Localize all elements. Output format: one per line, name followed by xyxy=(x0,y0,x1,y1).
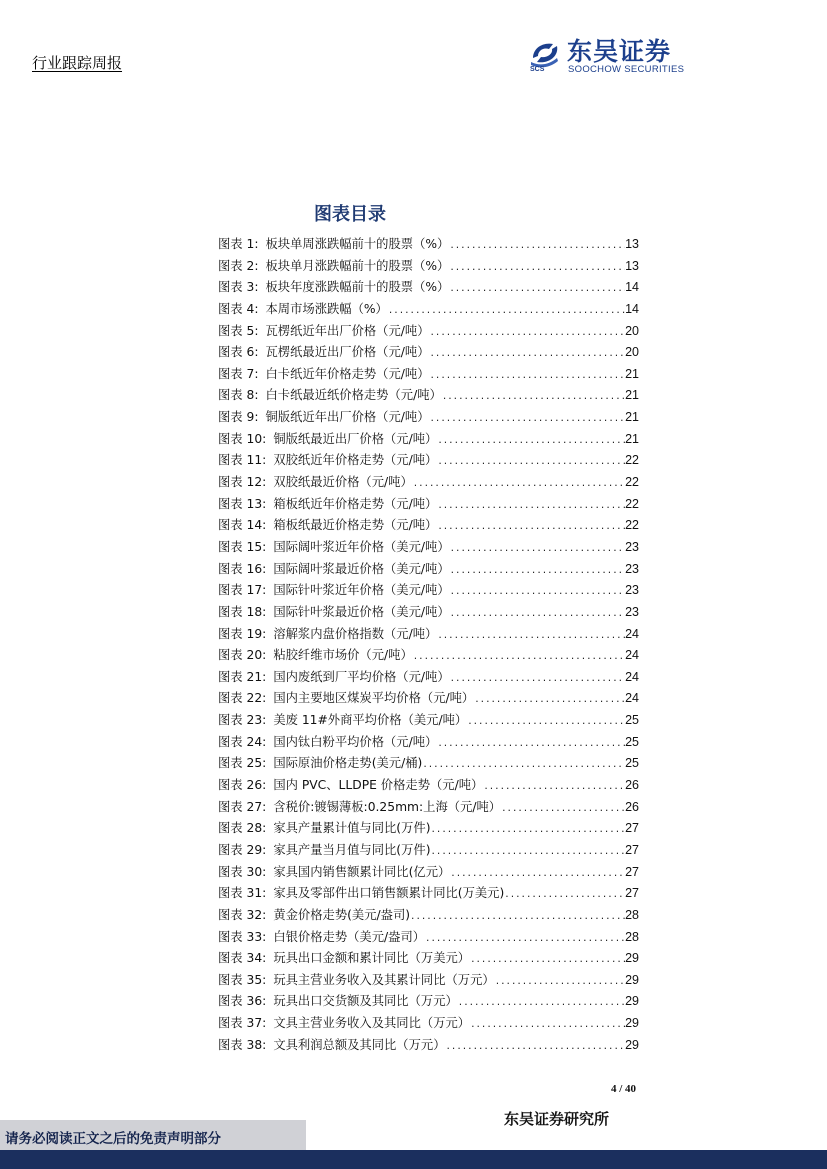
toc-entry-number: 12: xyxy=(246,475,267,490)
toc-entry-label xyxy=(218,797,501,819)
toc-entry-number: 10: xyxy=(246,431,267,446)
toc-entry-page: 20 xyxy=(625,323,639,338)
toc-entry-page: 21 xyxy=(625,366,639,381)
toc-entry-number: 2: xyxy=(246,258,259,273)
toc-entry-label xyxy=(218,818,431,840)
toc-entry-title: 粘胶纤维市场价（元/吨） xyxy=(273,648,413,663)
toc-entry-page: 27 xyxy=(625,864,639,879)
toc-entry-label xyxy=(218,905,410,927)
toc-title: 图表目录 xyxy=(314,204,386,225)
toc-entry[interactable] xyxy=(218,602,639,624)
toc-entry-title: 板块单月涨跌幅前十的股票（%） xyxy=(265,258,450,273)
toc-entry-prefix: 图表 xyxy=(218,561,243,576)
toc-entry[interactable] xyxy=(218,688,639,710)
toc-leader-dots xyxy=(449,279,625,301)
toc-entry-label xyxy=(218,991,458,1013)
toc-entry-label xyxy=(218,472,413,494)
toc-entry-prefix: 图表 xyxy=(218,1016,243,1031)
toc-entry-page: 24 xyxy=(625,691,639,706)
toc-entry-label xyxy=(218,256,449,278)
toc-leader-dots xyxy=(450,604,625,626)
toc-entry-prefix: 图表 xyxy=(218,539,243,554)
toc-entry-prefix: 图表 xyxy=(218,713,243,728)
toc-entry-number: 9: xyxy=(246,410,259,425)
toc-entry-prefix: 图表 xyxy=(218,626,243,641)
toc-entry-title: 双胶纸近年价格走势（元/吨） xyxy=(273,453,438,468)
toc-entry[interactable] xyxy=(218,927,639,949)
toc-entry-title: 板块单周涨跌幅前十的股票（%） xyxy=(265,237,450,251)
toc-entry-label xyxy=(218,580,450,602)
toc-entry-prefix: 图表 xyxy=(218,604,243,619)
toc-leader-dots xyxy=(410,907,625,929)
toc-entry-page: 23 xyxy=(625,539,639,554)
toc-entry-label xyxy=(218,559,450,581)
toc-entry-label xyxy=(218,862,450,884)
toc-entry-page: 22 xyxy=(625,518,639,533)
disclaimer-text: 请务必阅读正文之后的免责声明部分 xyxy=(5,1131,221,1147)
toc-entry-title: 双胶纸最近价格（元/吨） xyxy=(273,475,413,490)
toc-entry-page: 27 xyxy=(625,842,639,857)
toc-entry-number: 18: xyxy=(246,604,267,619)
toc-entry-label xyxy=(218,688,474,710)
toc-entry-page: 25 xyxy=(625,756,639,771)
toc-entry-number: 29: xyxy=(246,842,267,857)
toc-entry-title: 国内主要地区煤炭平均价格（元/吨） xyxy=(273,691,475,706)
toc-entry-page: 20 xyxy=(625,345,639,360)
toc-entry-label xyxy=(218,775,483,797)
toc-leader-dots xyxy=(422,755,625,777)
toc-entry-page: 23 xyxy=(625,583,639,598)
toc-entry[interactable] xyxy=(218,862,639,884)
toc-leader-dots xyxy=(474,690,625,712)
toc-entry-number: 21: xyxy=(246,669,267,684)
toc-entry[interactable] xyxy=(218,1035,639,1057)
toc-entry-label xyxy=(218,602,450,624)
toc-entry-title: 瓦楞纸近年出厂价格（元/吨） xyxy=(265,323,430,338)
toc-entry-title: 美废 11#外商平均价格（美元/吨） xyxy=(273,713,468,728)
toc-entry-label xyxy=(218,624,437,646)
toc-entry-page: 29 xyxy=(625,1016,639,1031)
toc-entry-label xyxy=(218,537,450,559)
disclaimer-bar xyxy=(0,1120,306,1150)
toc-entry-number: 24: xyxy=(246,734,267,749)
toc-leader-dots xyxy=(449,258,625,280)
toc-leader-dots xyxy=(450,582,625,604)
toc-entry-page: 21 xyxy=(625,388,639,403)
toc-leader-dots xyxy=(501,799,625,821)
toc-entry-number: 23: xyxy=(246,713,267,728)
toc-entry-title: 国际针叶浆近年价格（美元/吨） xyxy=(273,583,450,598)
toc-entry-number: 7: xyxy=(246,366,259,381)
toc-entry-page: 24 xyxy=(625,626,639,641)
toc-entry-title: 本周市场涨跌幅（%） xyxy=(265,301,388,316)
toc-entry-title: 铜版纸最近出厂价格（元/吨） xyxy=(273,431,438,446)
toc-entry-page: 23 xyxy=(625,561,639,576)
toc-entry-prefix: 图表 xyxy=(218,907,243,922)
toc-leader-dots xyxy=(458,993,625,1015)
toc-entry[interactable] xyxy=(218,364,639,386)
page-number: 4 / 40 xyxy=(610,1083,636,1095)
toc-entry-prefix: 图表 xyxy=(218,1037,243,1052)
toc-entry-title: 国际阔叶浆最近价格（美元/吨） xyxy=(273,561,450,576)
toc-entry-page: 24 xyxy=(625,648,639,663)
toc-entry[interactable] xyxy=(218,494,639,516)
toc-entry-number: 13: xyxy=(246,496,267,511)
toc-entry[interactable] xyxy=(218,342,639,364)
toc-entry-title: 文具利润总额及其同比（万元） xyxy=(273,1037,446,1052)
toc-entry-prefix: 图表 xyxy=(218,237,243,251)
toc-entry-prefix: 图表 xyxy=(218,929,243,944)
toc-entry-number: 1: xyxy=(246,237,259,251)
toc-entry-number: 16: xyxy=(246,561,267,576)
toc-entry-label xyxy=(218,710,467,732)
toc-entry-label xyxy=(218,840,431,862)
toc-entry[interactable] xyxy=(218,559,639,581)
toc-entry-title: 白卡纸最近纸价格走势（元/吨） xyxy=(265,388,442,403)
toc-entry-page: 26 xyxy=(625,778,639,793)
toc-entry-label xyxy=(218,515,437,537)
toc-entry-title: 家具国内销售额累计同比(亿元） xyxy=(273,864,451,879)
toc-entry-label xyxy=(218,364,430,386)
toc-entry-label xyxy=(218,407,430,429)
toc-entry-number: 33: xyxy=(246,929,267,944)
toc-entry[interactable] xyxy=(218,948,639,970)
toc-entry[interactable] xyxy=(218,797,639,819)
toc-entry-prefix: 图表 xyxy=(218,842,243,857)
toc-entry-number: 34: xyxy=(246,951,267,966)
toc-entry[interactable] xyxy=(218,732,639,754)
toc-entry-prefix: 图表 xyxy=(218,734,243,749)
toc-entry[interactable] xyxy=(218,775,639,797)
toc-entry-page: 27 xyxy=(625,821,639,836)
toc-leader-dots xyxy=(431,820,626,842)
toc-entry-page: 13 xyxy=(625,237,639,251)
toc-entry-prefix: 图表 xyxy=(218,669,243,684)
toc-entry-label xyxy=(218,1013,470,1035)
toc-entry-page: 29 xyxy=(625,994,639,1009)
figure-table-of-contents xyxy=(218,234,639,1056)
toc-entry-label xyxy=(218,927,425,949)
toc-leader-dots xyxy=(413,474,625,496)
toc-entry-number: 26: xyxy=(246,778,267,793)
toc-entry[interactable] xyxy=(218,429,639,451)
toc-entry-number: 38: xyxy=(246,1037,267,1052)
toc-entry[interactable] xyxy=(218,624,639,646)
toc-entry-label xyxy=(218,234,449,256)
toc-entry-prefix: 图表 xyxy=(218,951,243,966)
toc-entry[interactable] xyxy=(218,537,639,559)
toc-entry-page: 29 xyxy=(625,972,639,987)
toc-leader-dots xyxy=(430,409,626,431)
toc-entry-number: 3: xyxy=(246,280,259,295)
toc-leader-dots xyxy=(450,539,625,561)
toc-entry-title: 铜版纸近年出厂价格（元/吨） xyxy=(265,410,430,425)
toc-leader-dots xyxy=(437,517,625,539)
toc-entry-page: 21 xyxy=(625,410,639,425)
logo-name-cn: 东吴证券 xyxy=(567,37,672,66)
toc-entry-label xyxy=(218,342,430,364)
toc-entry-title: 国内废纸到厂平均价格（元/吨） xyxy=(273,669,450,684)
research-institute-name: 东吴证券研究所 xyxy=(504,1110,610,1128)
toc-entry-prefix: 图表 xyxy=(218,691,243,706)
toc-entry-page: 24 xyxy=(625,669,639,684)
toc-entry-number: 35: xyxy=(246,972,267,987)
toc-entry-page: 13 xyxy=(625,258,639,273)
toc-entry-title: 玩具出口交货额及其同比（万元） xyxy=(273,994,458,1009)
toc-entry[interactable] xyxy=(218,234,639,256)
toc-entry-prefix: 图表 xyxy=(218,388,243,403)
toc-entry-page: 25 xyxy=(625,734,639,749)
toc-leader-dots xyxy=(467,712,625,734)
toc-entry[interactable] xyxy=(218,970,639,992)
toc-entry-label xyxy=(218,753,422,775)
toc-entry-number: 20: xyxy=(246,648,267,663)
toc-entry-prefix: 图表 xyxy=(218,886,243,901)
toc-entry-prefix: 图表 xyxy=(218,323,243,338)
toc-entry-label xyxy=(218,667,450,689)
toc-entry-title: 白银价格走势（美元/盎司） xyxy=(273,929,426,944)
toc-entry-label xyxy=(218,1035,446,1057)
toc-entry-prefix: 图表 xyxy=(218,475,243,490)
toc-entry-label xyxy=(218,732,437,754)
toc-entry-title: 箱板纸近年价格走势（元/吨） xyxy=(273,496,438,511)
toc-leader-dots xyxy=(446,1037,626,1059)
toc-entry[interactable] xyxy=(218,407,639,429)
toc-leader-dots xyxy=(450,669,625,691)
toc-entry-title: 含税价:镀锡薄板:0.25mm:上海（元/吨） xyxy=(273,799,502,814)
toc-entry[interactable] xyxy=(218,321,639,343)
toc-entry-label xyxy=(218,970,495,992)
toc-leader-dots xyxy=(450,561,625,583)
toc-entry-number: 25: xyxy=(246,756,267,771)
toc-leader-dots xyxy=(437,496,625,518)
toc-leader-dots xyxy=(431,842,626,864)
toc-entry-number: 32: xyxy=(246,907,267,922)
toc-entry-number: 37: xyxy=(246,1016,267,1031)
toc-entry-page: 22 xyxy=(625,453,639,468)
toc-entry-number: 14: xyxy=(246,518,267,533)
toc-entry-title: 白卡纸近年价格走势（元/吨） xyxy=(265,366,430,381)
toc-entry-number: 8: xyxy=(246,388,259,403)
toc-entry-prefix: 图表 xyxy=(218,799,243,814)
toc-entry-label xyxy=(218,883,504,905)
footer-band xyxy=(0,1150,827,1169)
toc-entry-prefix: 图表 xyxy=(218,648,243,663)
toc-entry-prefix: 图表 xyxy=(218,366,243,381)
toc-entry-prefix: 图表 xyxy=(218,864,243,879)
toc-entry-prefix: 图表 xyxy=(218,345,243,360)
toc-entry-page: 22 xyxy=(625,475,639,490)
toc-entry[interactable] xyxy=(218,645,639,667)
toc-entry-number: 28: xyxy=(246,821,267,836)
toc-leader-dots xyxy=(430,344,626,366)
toc-entry-page: 28 xyxy=(625,907,639,922)
toc-entry-number: 15: xyxy=(246,539,267,554)
toc-entry-number: 19: xyxy=(246,626,267,641)
toc-entry-label xyxy=(218,299,388,321)
toc-entry-title: 国际原油价格走势(美元/桶) xyxy=(273,756,423,771)
toc-entry[interactable] xyxy=(218,472,639,494)
toc-entry-title: 板块年度涨跌幅前十的股票（%） xyxy=(265,280,450,295)
toc-entry-prefix: 图表 xyxy=(218,518,243,533)
toc-entry-prefix: 图表 xyxy=(218,994,243,1009)
toc-entry-prefix: 图表 xyxy=(218,280,243,295)
toc-entry-prefix: 图表 xyxy=(218,821,243,836)
toc-leader-dots xyxy=(437,452,625,474)
toc-entry[interactable] xyxy=(218,299,639,321)
toc-entry-label xyxy=(218,494,437,516)
toc-entry-prefix: 图表 xyxy=(218,410,243,425)
toc-entry-number: 4: xyxy=(246,301,259,316)
toc-entry[interactable] xyxy=(218,991,639,1013)
toc-entry-number: 31: xyxy=(246,886,267,901)
toc-entry[interactable] xyxy=(218,818,639,840)
toc-entry-label xyxy=(218,450,437,472)
toc-entry-prefix: 图表 xyxy=(218,972,243,987)
toc-entry-label xyxy=(218,429,437,451)
toc-entry-title: 玩具主营业务收入及其累计同比（万元） xyxy=(273,972,495,987)
toc-leader-dots xyxy=(430,323,626,345)
toc-leader-dots xyxy=(495,972,625,994)
toc-entry-title: 国内 PVC、LLDPE 价格走势（元/吨） xyxy=(273,778,484,793)
toc-leader-dots xyxy=(413,647,625,669)
toc-entry-prefix: 图表 xyxy=(218,431,243,446)
toc-leader-dots xyxy=(437,734,625,756)
toc-entry[interactable] xyxy=(218,667,639,689)
toc-leader-dots xyxy=(470,1015,625,1037)
report-type-label: 行业跟踪周报 xyxy=(32,54,123,72)
toc-entry[interactable] xyxy=(218,753,639,775)
toc-entry-title: 箱板纸最近价格走势（元/吨） xyxy=(273,518,438,533)
toc-entry[interactable] xyxy=(218,840,639,862)
toc-entry-page: 29 xyxy=(625,1037,639,1052)
toc-entry-number: 27: xyxy=(246,799,267,814)
toc-entry-title: 瓦楞纸最近出厂价格（元/吨） xyxy=(265,345,430,360)
toc-entry[interactable] xyxy=(218,450,639,472)
toc-leader-dots xyxy=(450,864,625,886)
toc-entry-page: 25 xyxy=(625,713,639,728)
toc-leader-dots xyxy=(442,387,625,409)
toc-leader-dots xyxy=(388,301,625,323)
toc-entry-number: 6: xyxy=(246,345,259,360)
toc-leader-dots xyxy=(470,950,625,972)
toc-entry-number: 17: xyxy=(246,583,267,598)
toc-entry-label xyxy=(218,385,442,407)
toc-entry-title: 家具及零部件出口销售额累计同比(万美元) xyxy=(273,886,505,901)
toc-entry-label xyxy=(218,645,413,667)
logo-name-en: SOOCHOW SECURITIES xyxy=(568,64,685,75)
toc-entry-number: 22: xyxy=(246,691,267,706)
toc-entry-page: 21 xyxy=(625,431,639,446)
toc-entry-title: 文具主营业务收入及其同比（万元） xyxy=(273,1016,471,1031)
toc-entry-prefix: 图表 xyxy=(218,583,243,598)
toc-leader-dots xyxy=(483,777,625,799)
toc-leader-dots xyxy=(437,431,625,453)
toc-entry-page: 29 xyxy=(625,951,639,966)
toc-entry-page: 14 xyxy=(625,301,639,316)
toc-entry-title: 玩具出口金额和累计同比（万美元） xyxy=(273,951,471,966)
toc-entry-prefix: 图表 xyxy=(218,756,243,771)
toc-entry[interactable] xyxy=(218,883,639,905)
toc-entry-title: 溶解浆内盘价格指数（元/吨） xyxy=(273,626,438,641)
toc-entry-prefix: 图表 xyxy=(218,496,243,511)
toc-entry-title: 国际针叶浆最近价格（美元/吨） xyxy=(273,604,450,619)
toc-leader-dots xyxy=(430,366,626,388)
logo-abbreviation: SCS xyxy=(530,66,545,73)
toc-entry[interactable] xyxy=(218,277,639,299)
toc-entry[interactable] xyxy=(218,580,639,602)
toc-entry-page: 22 xyxy=(625,496,639,511)
toc-entry[interactable] xyxy=(218,710,639,732)
toc-entry[interactable] xyxy=(218,256,639,278)
toc-entry-number: 11: xyxy=(246,453,267,468)
toc-leader-dots xyxy=(425,929,625,951)
toc-entry-page: 23 xyxy=(625,604,639,619)
toc-entry-number: 36: xyxy=(246,994,267,1009)
toc-entry-title: 家具产量当月值与同比(万件) xyxy=(273,842,431,857)
toc-entry-number: 30: xyxy=(246,864,267,879)
toc-entry-title: 国内钛白粉平均价格（元/吨） xyxy=(273,734,438,749)
toc-entry[interactable] xyxy=(218,905,639,927)
toc-leader-dots xyxy=(437,626,625,648)
toc-entry-title: 家具产量累计值与同比(万件) xyxy=(273,821,431,836)
toc-entry-page: 26 xyxy=(625,799,639,814)
toc-entry-label xyxy=(218,948,470,970)
toc-entry-prefix: 图表 xyxy=(218,778,243,793)
toc-leader-dots xyxy=(504,885,625,907)
toc-leader-dots xyxy=(449,236,625,258)
toc-entry-label xyxy=(218,321,430,343)
toc-entry[interactable] xyxy=(218,385,639,407)
toc-entry-title: 黄金价格走势(美元/盎司) xyxy=(273,907,411,922)
toc-entry-page: 14 xyxy=(625,280,639,295)
toc-entry[interactable] xyxy=(218,515,639,537)
toc-entry-page: 28 xyxy=(625,929,639,944)
toc-entry-prefix: 图表 xyxy=(218,258,243,273)
toc-entry[interactable] xyxy=(218,1013,639,1035)
toc-entry-number: 5: xyxy=(246,323,259,338)
company-logo xyxy=(527,38,697,78)
toc-entry-title: 国际阔叶浆近年价格（美元/吨） xyxy=(273,539,450,554)
toc-entry-page: 27 xyxy=(625,886,639,901)
toc-entry-prefix: 图表 xyxy=(218,453,243,468)
toc-entry-prefix: 图表 xyxy=(218,301,243,316)
toc-entry-label xyxy=(218,277,449,299)
